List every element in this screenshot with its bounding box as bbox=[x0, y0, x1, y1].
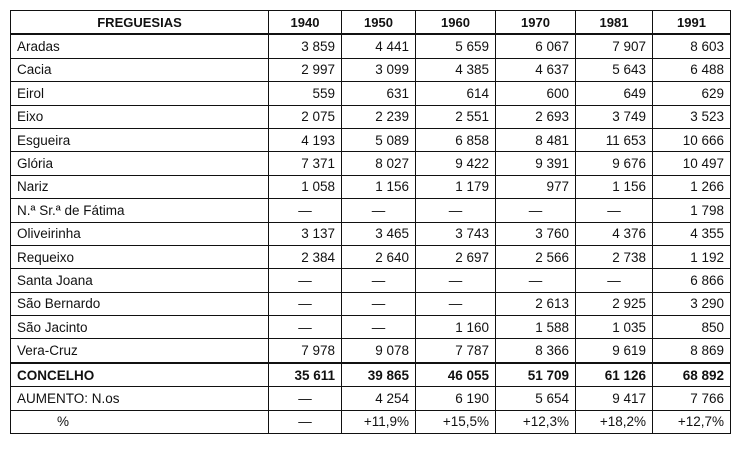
population-cell: — bbox=[342, 292, 416, 315]
population-cell: 7 371 bbox=[269, 152, 342, 175]
population-cell: 11 653 bbox=[576, 128, 653, 151]
total-cell: 61 126 bbox=[576, 363, 653, 387]
population-table bbox=[10, 10, 731, 434]
parish-name: São Bernardo bbox=[11, 292, 269, 315]
population-cell: 631 bbox=[342, 82, 416, 105]
population-cell: — bbox=[416, 199, 496, 222]
population-cell: 7 787 bbox=[416, 339, 496, 363]
table-row bbox=[11, 269, 731, 292]
parish-name: Vera-Cruz bbox=[11, 339, 269, 363]
population-cell: — bbox=[496, 199, 576, 222]
header-freguesias: FREGUESIAS bbox=[11, 11, 269, 35]
population-cell: 600 bbox=[496, 82, 576, 105]
population-cell: 3 760 bbox=[496, 222, 576, 245]
total-cell: 39 865 bbox=[342, 363, 416, 387]
percent-cell: +15,5% bbox=[416, 410, 496, 433]
population-cell: 1 588 bbox=[496, 316, 576, 339]
population-cell: 1 058 bbox=[269, 175, 342, 198]
percent-cell: +11,9% bbox=[342, 410, 416, 433]
population-cell: 5 659 bbox=[416, 34, 496, 58]
population-cell: — bbox=[342, 316, 416, 339]
population-cell: 9 422 bbox=[416, 152, 496, 175]
population-cell: 2 693 bbox=[496, 105, 576, 128]
population-cell: 3 743 bbox=[416, 222, 496, 245]
population-cell: 1 179 bbox=[416, 175, 496, 198]
total-cell: 46 055 bbox=[416, 363, 496, 387]
population-cell: 7 907 bbox=[576, 34, 653, 58]
table-row bbox=[11, 339, 731, 363]
table-row bbox=[11, 152, 731, 175]
increase-label: AUMENTO: N.os bbox=[11, 387, 269, 410]
table-row bbox=[11, 222, 731, 245]
parish-name: Esgueira bbox=[11, 128, 269, 151]
population-cell: 6 866 bbox=[653, 269, 731, 292]
population-cell: 3 859 bbox=[269, 34, 342, 58]
population-table-container bbox=[10, 10, 731, 434]
increase-cell: — bbox=[269, 387, 342, 410]
total-cell: 68 892 bbox=[653, 363, 731, 387]
parish-name: Glória bbox=[11, 152, 269, 175]
population-cell: 2 640 bbox=[342, 245, 416, 268]
parish-name: Aradas bbox=[11, 34, 269, 58]
table-row bbox=[11, 58, 731, 81]
population-cell: — bbox=[269, 199, 342, 222]
population-cell: 2 239 bbox=[342, 105, 416, 128]
parish-name: Cacia bbox=[11, 58, 269, 81]
parish-name: São Jacinto bbox=[11, 316, 269, 339]
table-row bbox=[11, 245, 731, 268]
population-cell: — bbox=[269, 269, 342, 292]
population-cell: 1 798 bbox=[653, 199, 731, 222]
population-cell: 4 441 bbox=[342, 34, 416, 58]
population-cell: — bbox=[576, 269, 653, 292]
population-cell: 9 078 bbox=[342, 339, 416, 363]
population-cell: 5 089 bbox=[342, 128, 416, 151]
population-cell: — bbox=[576, 199, 653, 222]
population-cell: 4 637 bbox=[496, 58, 576, 81]
population-cell: 629 bbox=[653, 82, 731, 105]
population-cell: 1 160 bbox=[416, 316, 496, 339]
table-body bbox=[11, 34, 731, 362]
parish-name: Eixo bbox=[11, 105, 269, 128]
percent-cell: +18,2% bbox=[576, 410, 653, 433]
increase-cell: 7 766 bbox=[653, 387, 731, 410]
population-cell: — bbox=[416, 292, 496, 315]
increase-cell: 4 254 bbox=[342, 387, 416, 410]
parish-name: Eirol bbox=[11, 82, 269, 105]
header-1940: 1940 bbox=[269, 11, 342, 35]
population-cell: — bbox=[342, 269, 416, 292]
parish-name: Santa Joana bbox=[11, 269, 269, 292]
population-cell: 1 156 bbox=[576, 175, 653, 198]
population-cell: 10 497 bbox=[653, 152, 731, 175]
population-cell: 1 035 bbox=[576, 316, 653, 339]
parish-name: Requeixo bbox=[11, 245, 269, 268]
population-cell: 8 869 bbox=[653, 339, 731, 363]
population-cell: 4 376 bbox=[576, 222, 653, 245]
population-cell: 2 613 bbox=[496, 292, 576, 315]
population-cell: 4 385 bbox=[416, 58, 496, 81]
population-cell: 2 738 bbox=[576, 245, 653, 268]
parish-name: Nariz bbox=[11, 175, 269, 198]
population-cell: 3 523 bbox=[653, 105, 731, 128]
population-cell: — bbox=[269, 316, 342, 339]
population-cell: 1 156 bbox=[342, 175, 416, 198]
population-cell: 4 193 bbox=[269, 128, 342, 151]
table-row bbox=[11, 128, 731, 151]
population-cell: 9 391 bbox=[496, 152, 576, 175]
total-row bbox=[11, 363, 731, 387]
population-cell: 8 603 bbox=[653, 34, 731, 58]
percent-row bbox=[11, 410, 731, 433]
header-1970: 1970 bbox=[496, 11, 576, 35]
population-cell: 3 137 bbox=[269, 222, 342, 245]
population-cell: 559 bbox=[269, 82, 342, 105]
table-row bbox=[11, 34, 731, 58]
header-1960: 1960 bbox=[416, 11, 496, 35]
population-cell: 4 355 bbox=[653, 222, 731, 245]
population-cell: 1 192 bbox=[653, 245, 731, 268]
population-cell: — bbox=[269, 292, 342, 315]
increase-cell: 9 417 bbox=[576, 387, 653, 410]
population-cell: 2 075 bbox=[269, 105, 342, 128]
parish-name: N.ª Sr.ª de Fátima bbox=[11, 199, 269, 222]
table-row bbox=[11, 199, 731, 222]
population-cell: — bbox=[496, 269, 576, 292]
population-cell: 3 749 bbox=[576, 105, 653, 128]
population-cell: 2 551 bbox=[416, 105, 496, 128]
population-cell: 2 925 bbox=[576, 292, 653, 315]
header-1991: 1991 bbox=[653, 11, 731, 35]
table-row bbox=[11, 105, 731, 128]
percent-cell: +12,7% bbox=[653, 410, 731, 433]
population-cell: 5 643 bbox=[576, 58, 653, 81]
population-cell: 2 697 bbox=[416, 245, 496, 268]
increase-cell: 5 654 bbox=[496, 387, 576, 410]
population-cell: 2 997 bbox=[269, 58, 342, 81]
population-cell: 9 676 bbox=[576, 152, 653, 175]
population-cell: 8 027 bbox=[342, 152, 416, 175]
population-cell: 3 465 bbox=[342, 222, 416, 245]
population-cell: 8 366 bbox=[496, 339, 576, 363]
population-cell: 3 290 bbox=[653, 292, 731, 315]
total-cell: 51 709 bbox=[496, 363, 576, 387]
population-cell: 2 384 bbox=[269, 245, 342, 268]
increase-row bbox=[11, 387, 731, 410]
header-row bbox=[11, 11, 731, 35]
population-cell: 9 619 bbox=[576, 339, 653, 363]
population-cell: 850 bbox=[653, 316, 731, 339]
population-cell: 6 067 bbox=[496, 34, 576, 58]
total-cell: 35 611 bbox=[269, 363, 342, 387]
population-cell: 977 bbox=[496, 175, 576, 198]
table-row bbox=[11, 175, 731, 198]
percent-label: % bbox=[11, 410, 269, 433]
population-cell: — bbox=[342, 199, 416, 222]
population-cell: 614 bbox=[416, 82, 496, 105]
population-cell: 6 488 bbox=[653, 58, 731, 81]
increase-cell: 6 190 bbox=[416, 387, 496, 410]
percent-cell: — bbox=[269, 410, 342, 433]
population-cell: 3 099 bbox=[342, 58, 416, 81]
total-label: CONCELHO bbox=[11, 363, 269, 387]
table-row bbox=[11, 82, 731, 105]
population-cell: 6 858 bbox=[416, 128, 496, 151]
table-row bbox=[11, 292, 731, 315]
population-cell: 8 481 bbox=[496, 128, 576, 151]
population-cell: 10 666 bbox=[653, 128, 731, 151]
percent-cell: +12,3% bbox=[496, 410, 576, 433]
population-cell: 649 bbox=[576, 82, 653, 105]
header-1981: 1981 bbox=[576, 11, 653, 35]
population-cell: 1 266 bbox=[653, 175, 731, 198]
header-1950: 1950 bbox=[342, 11, 416, 35]
table-row bbox=[11, 316, 731, 339]
population-cell: — bbox=[416, 269, 496, 292]
population-cell: 2 566 bbox=[496, 245, 576, 268]
parish-name: Oliveirinha bbox=[11, 222, 269, 245]
population-cell: 7 978 bbox=[269, 339, 342, 363]
